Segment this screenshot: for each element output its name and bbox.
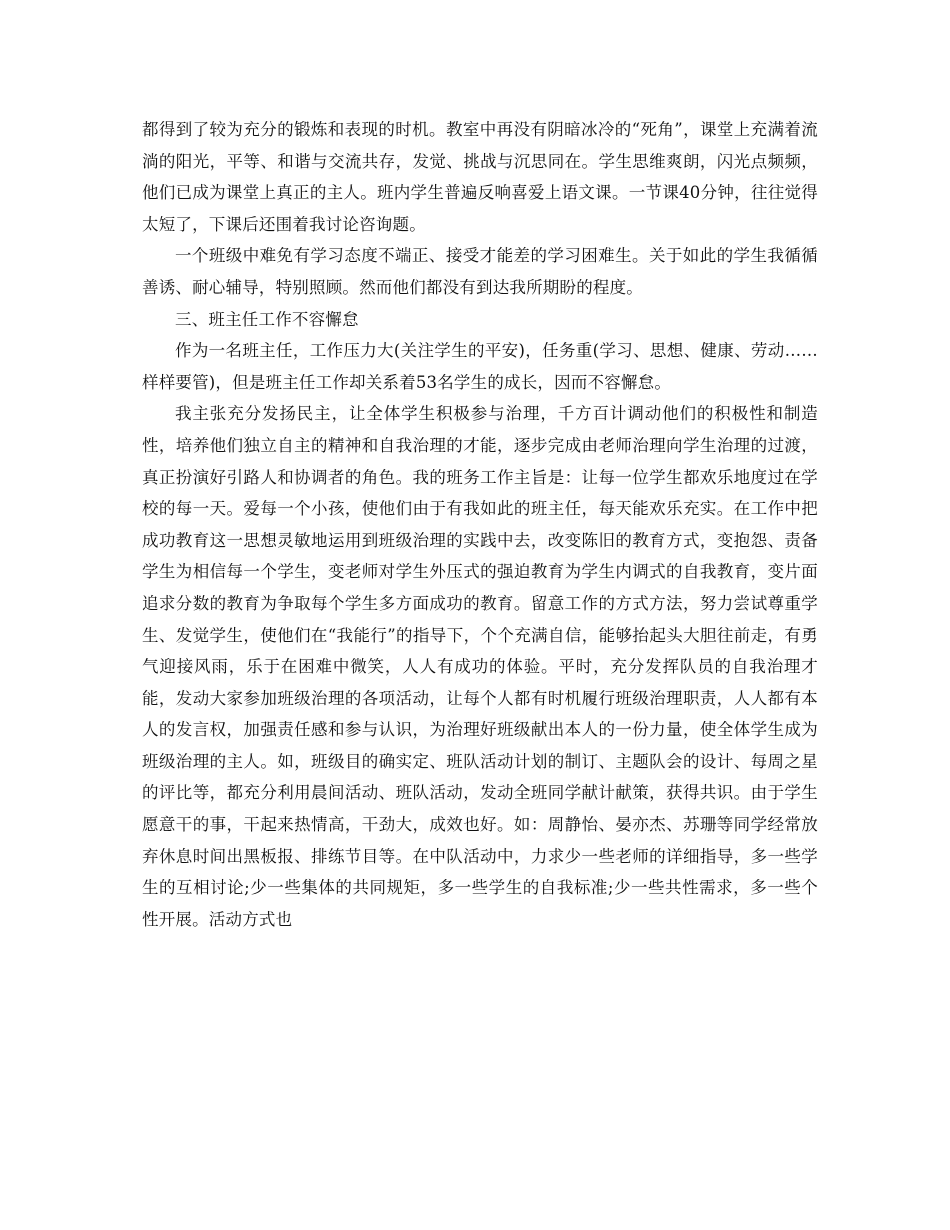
paragraph-4: 我主张充分发扬民主，让全体学生积极参与治理，千方百计调动他们的积极性和制造性，培养他们独立自主的精神和自我治理的才能，逐步完成由老师治理向学生治理的过渡，真正扮演好引路人和协调者的角色。我的班务工作主旨是：让每一位学生都欢乐地度过在学校的每一天。爱每一个小孩，使他们由于有我如此的班主任，每天能欢乐充实。在工作中把成功教育这一思想灵敏地运用到班级治理的实践中去，改变陈旧的教育方式，变抱怨、责备学生为相信每一个学生，变老师对学生外压式的强迫教育为学生内调式的自我教育，变片面追求分数的教育为争取每个学生多方面成功的教育。留意工作的方式方法，努力尝试尊重学生、发觉学生，使他们在“我能行”的指导下，个个充满自信，能够抬起头大胆往前走，有勇气迎接风雨，乐于在困难中微笑，人人有成功的体验。平时，充分发挥队员的自我治理才能，发动大家参加班级治理的各项活动，让每个人都有时机履行班级治理职责，人人都有本人的发言权，加强责任感和参与认识，为治理好班级献出本人的一份力量，使全体学生成为班级治理的主人。如，班级目的确实定、班队活动计划的制订、主题队会的设计、每周之星的评比等，都充分利用晨间活动、班队活动，发动全班同学献计献策，获得共识。由于学生愿意干的事，干起来热情高，干劲大，成效也好。如：周静怡、晏亦杰、苏珊等同学经常放弃休息时间出黑板报、排练节目等。在中队活动中，力求少一些老师的详细指导，多一些学生的互相讨论;少一些集体的共同规矩，多一些学生的自我标准;少一些共性需求，多一些个性开展。活动方式也	[142, 404, 818, 929]
paragraph-1: 都得到了较为充分的锻炼和表现的时机。教室中再没有阴暗冰冷的“死角”，课堂上充满着流淌的阳光，平等、和谐与交流共存，发觉、挑战与沉思同在。学生思维爽朗，闪光点频频，他们已成为课堂上真正的主人。班内学生普遍反响喜爱上语文课。一节课40分钟，往往觉得太短了，下课后还围着我讨论咨询题。	[142, 120, 818, 234]
document-body	[142, 114, 818, 935]
section-heading: 三、班主任工作不容懈怠	[175, 309, 359, 329]
paragraph-2: 一个班级中难免有学习态度不端正、接受才能差的学习困难生。关于如此的学生我循循善诱、耐心辅导，特别照顾。然而他们都没有到达我所期盼的程度。	[142, 246, 818, 297]
paragraph-3: 作为一名班主任，工作压力大(关注学生的平安)，任务重(学习、思想、健康、劳动……样样要管)，但是班主任工作却关系着53名学生的成长，因而不容懈怠。	[142, 341, 818, 392]
